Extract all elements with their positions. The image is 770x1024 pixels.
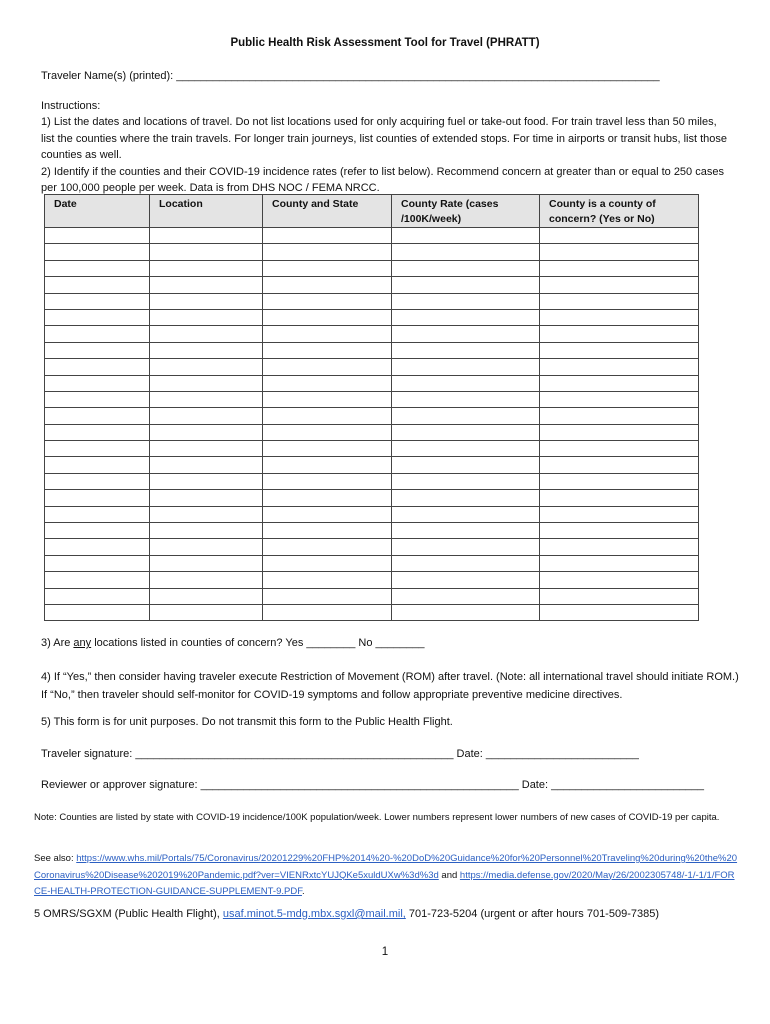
county-rate-cell[interactable] <box>392 572 540 588</box>
county-state-cell[interactable] <box>263 309 392 325</box>
date-cell[interactable] <box>45 588 150 604</box>
concern-cell[interactable] <box>540 391 699 407</box>
location-cell[interactable] <box>150 588 263 604</box>
counties-note: Note: Counties are listed by state with COVID-19 incidence/100K population/week. Lower numbers represent lower numbers of new cases of COVID-19 per capita. <box>34 812 720 823</box>
location-cell[interactable] <box>150 473 263 489</box>
county-rate-cell[interactable] <box>392 342 540 358</box>
date-cell[interactable] <box>45 523 150 539</box>
county-state-cell[interactable] <box>263 457 392 473</box>
location-cell[interactable] <box>150 244 263 260</box>
county-state-cell[interactable] <box>263 588 392 604</box>
concern-cell[interactable] <box>540 588 699 604</box>
table-row <box>45 359 699 375</box>
county-state-cell[interactable] <box>263 375 392 391</box>
location-cell[interactable] <box>150 555 263 571</box>
concern-cell[interactable] <box>540 359 699 375</box>
location-cell[interactable] <box>150 260 263 276</box>
date-cell[interactable] <box>45 457 150 473</box>
location-cell[interactable] <box>150 457 263 473</box>
contact-phone: 701-723-5204 (urgent or after hours 701-509-7385) <box>405 908 659 920</box>
concern-cell[interactable] <box>540 539 699 555</box>
traveler-name-line[interactable]: Traveler Name(s) (printed): _______________________________________________________________________________ <box>41 70 660 82</box>
table-row <box>45 473 699 489</box>
table-row <box>45 555 699 571</box>
instruction-step-2: 2) Identify if the counties and their COVID-19 incidence rates (refer to list below). Recommend concern at greater than or equal to 250 cases per 100,000 people per week. Data is from DHS NOC / FEMA NRCC. <box>41 165 724 195</box>
county-rate-cell[interactable] <box>392 490 540 506</box>
table-row <box>45 408 699 424</box>
traveler-signature-line[interactable]: Traveler signature: ____________________________________________________ Date: _________________________ <box>41 748 639 760</box>
date-cell[interactable] <box>45 326 150 342</box>
dod-guidance-link[interactable]: https://www.whs.mil/Portals/75/Coronavirus/20201229%20FHP%2014%20-%20DoD%20Guidance%20for%20Personnel%20Traveling%20during%20the%20Coronavirus%20Disease%202019%20Pandemic.pdf?ver=VIENRxtcYUJQKe5xuldUXw%3d%3d <box>34 853 738 881</box>
question-5: 5) This form is for unit purposes. Do not transmit this form to the Public Health Flight. <box>41 716 453 728</box>
county-state-cell[interactable] <box>263 555 392 571</box>
date-cell[interactable] <box>45 539 150 555</box>
concern-cell[interactable] <box>540 473 699 489</box>
county-state-cell[interactable] <box>263 490 392 506</box>
county-rate-cell[interactable] <box>392 441 540 457</box>
table-row <box>45 539 699 555</box>
contact-prefix: 5 OMRS/SGXM (Public Health Flight), <box>34 908 223 920</box>
county-state-cell[interactable] <box>263 277 392 293</box>
date-cell[interactable] <box>45 309 150 325</box>
county-rate-cell[interactable] <box>392 408 540 424</box>
county-state-cell[interactable] <box>263 244 392 260</box>
concern-cell[interactable] <box>540 293 699 309</box>
concern-cell[interactable] <box>540 523 699 539</box>
concern-cell[interactable] <box>540 309 699 325</box>
county-rate-cell[interactable] <box>392 391 540 407</box>
date-cell[interactable] <box>45 604 150 620</box>
date-cell[interactable] <box>45 473 150 489</box>
date-cell[interactable] <box>45 277 150 293</box>
date-cell[interactable] <box>45 375 150 391</box>
county-rate-cell[interactable] <box>392 539 540 555</box>
county-state-cell[interactable] <box>263 408 392 424</box>
location-cell[interactable] <box>150 506 263 522</box>
table-row <box>45 391 699 407</box>
county-rate-cell[interactable] <box>392 424 540 440</box>
table-row <box>45 604 699 620</box>
contact-email-link[interactable]: usaf.minot.5-mdg.mbx.sgxl@mail.mil, <box>222 908 406 920</box>
location-cell[interactable] <box>150 309 263 325</box>
table-body <box>45 228 699 621</box>
q3-emphasis: any <box>73 637 92 649</box>
location-cell[interactable] <box>150 490 263 506</box>
county-rate-cell[interactable] <box>392 359 540 375</box>
concern-cell[interactable] <box>540 424 699 440</box>
county-state-cell[interactable] <box>263 293 392 309</box>
concern-cell[interactable] <box>540 342 699 358</box>
table-row <box>45 506 699 522</box>
location-cell[interactable] <box>150 408 263 424</box>
date-cell[interactable] <box>45 506 150 522</box>
table-row <box>45 424 699 440</box>
concern-cell[interactable] <box>540 457 699 473</box>
concern-cell[interactable] <box>540 277 699 293</box>
table-row <box>45 228 699 244</box>
date-cell[interactable] <box>45 244 150 260</box>
table-row <box>45 441 699 457</box>
reviewer-signature-line[interactable]: Reviewer or approver signature: ____________________________________________________ Date: _________________________ <box>41 779 705 791</box>
location-cell[interactable] <box>150 293 263 309</box>
concern-cell[interactable] <box>540 244 699 260</box>
question-4: 4) If “Yes,” then consider having traveler execute Restriction of Movement (ROM) after travel. (Note: all international travel should initiate ROM.) If “No,” then traveler should self-monitor for COVID-19 symptoms and follow appropriate preventive medicine directives. <box>41 671 739 701</box>
county-state-cell[interactable] <box>263 473 392 489</box>
county-state-cell[interactable] <box>263 326 392 342</box>
see-also-end: . <box>301 886 305 897</box>
table-row <box>45 375 699 391</box>
county-state-cell[interactable] <box>263 260 392 276</box>
county-state-cell[interactable] <box>263 506 392 522</box>
county-state-cell[interactable] <box>263 441 392 457</box>
concern-cell[interactable] <box>540 490 699 506</box>
county-rate-cell[interactable] <box>392 523 540 539</box>
table-row <box>45 523 699 539</box>
date-cell[interactable] <box>45 441 150 457</box>
header-county-rate: County Rate (cases /100K/week) <box>392 195 540 228</box>
location-cell[interactable] <box>150 441 263 457</box>
location-cell[interactable] <box>150 375 263 391</box>
date-cell[interactable] <box>45 490 150 506</box>
table-row <box>45 588 699 604</box>
county-rate-cell[interactable] <box>392 555 540 571</box>
header-county-of-concern: County is a county of concern? (Yes or No) <box>540 195 699 228</box>
county-rate-cell[interactable] <box>392 375 540 391</box>
county-rate-cell[interactable] <box>392 588 540 604</box>
county-rate-cell[interactable] <box>392 260 540 276</box>
q3-prefix: 3) Are <box>41 637 74 649</box>
date-cell[interactable] <box>45 555 150 571</box>
date-cell[interactable] <box>45 572 150 588</box>
location-cell[interactable] <box>150 572 263 588</box>
table-row <box>45 457 699 473</box>
county-state-cell[interactable] <box>263 424 392 440</box>
question-3[interactable] <box>41 637 424 649</box>
instructions-heading: Instructions: <box>41 100 101 112</box>
concern-cell[interactable] <box>540 375 699 391</box>
table-row <box>45 309 699 325</box>
location-cell[interactable] <box>150 523 263 539</box>
location-cell[interactable] <box>150 424 263 440</box>
date-cell[interactable] <box>45 342 150 358</box>
table-row <box>45 244 699 260</box>
location-cell[interactable] <box>150 228 263 244</box>
concern-cell[interactable] <box>540 408 699 424</box>
county-state-cell[interactable] <box>263 572 392 588</box>
instructions <box>41 98 731 196</box>
table-row <box>45 293 699 309</box>
concern-cell[interactable] <box>540 228 699 244</box>
concern-cell[interactable] <box>540 260 699 276</box>
date-cell[interactable] <box>45 424 150 440</box>
concern-cell[interactable] <box>540 604 699 620</box>
location-cell[interactable] <box>150 359 263 375</box>
county-state-cell[interactable] <box>263 523 392 539</box>
date-cell[interactable] <box>45 228 150 244</box>
concern-cell[interactable] <box>540 441 699 457</box>
county-state-cell[interactable] <box>263 391 392 407</box>
location-cell[interactable] <box>150 539 263 555</box>
table-row <box>45 326 699 342</box>
concern-cell[interactable] <box>540 326 699 342</box>
county-state-cell[interactable] <box>263 539 392 555</box>
table-row <box>45 490 699 506</box>
concern-cell[interactable] <box>540 572 699 588</box>
county-state-cell[interactable] <box>263 604 392 620</box>
date-cell[interactable] <box>45 359 150 375</box>
county-state-cell[interactable] <box>263 359 392 375</box>
table-header-row <box>45 195 699 228</box>
date-cell[interactable] <box>45 391 150 407</box>
county-rate-cell[interactable] <box>392 244 540 260</box>
q3-suffix: locations listed in counties of concern? Yes ________ No ________ <box>91 637 425 649</box>
see-also <box>34 851 740 901</box>
concern-cell[interactable] <box>540 506 699 522</box>
table-row <box>45 572 699 588</box>
contact-line <box>34 908 659 920</box>
instruction-step-1: 1) List the dates and locations of travel. Do not list locations used for only acquiring fuel or take-out food. For train travel less than 50 miles, list the counties where the train travels. For longer train journeys, list counties of extended stops. For time in airports or transit hubs, list those counties as well. <box>41 116 727 162</box>
county-state-cell[interactable] <box>263 228 392 244</box>
county-rate-cell[interactable] <box>392 228 540 244</box>
county-rate-cell[interactable] <box>392 604 540 620</box>
header-location: Location <box>150 195 263 228</box>
county-rate-cell[interactable] <box>392 309 540 325</box>
header-county-state: County and State <box>263 195 392 228</box>
date-cell[interactable] <box>45 260 150 276</box>
county-rate-cell[interactable] <box>392 277 540 293</box>
table-row <box>45 260 699 276</box>
county-rate-cell[interactable] <box>392 326 540 342</box>
county-rate-cell[interactable] <box>392 473 540 489</box>
location-cell[interactable] <box>150 342 263 358</box>
see-also-and: and <box>438 869 460 881</box>
header-date: Date <box>45 195 150 228</box>
county-state-cell[interactable] <box>263 342 392 358</box>
location-cell[interactable] <box>150 277 263 293</box>
travel-log-table <box>44 194 699 621</box>
location-cell[interactable] <box>150 326 263 342</box>
form-title: Public Health Risk Assessment Tool for Travel (PHRATT) <box>230 37 540 49</box>
page-number: 1 <box>381 946 389 958</box>
date-cell[interactable] <box>45 293 150 309</box>
location-cell[interactable] <box>150 604 263 620</box>
location-cell[interactable] <box>150 391 263 407</box>
table-row <box>45 342 699 358</box>
county-rate-cell[interactable] <box>392 293 540 309</box>
date-cell[interactable] <box>45 408 150 424</box>
see-also-label: See also: <box>34 853 77 864</box>
fhp-supplement-link[interactable]: https://media.defense.gov/2020/May/26/2002305748/-1/-1/1/FORCE-HEALTH-PROTECTION-GUIDANCE-SUPPLEMENT-9.PDF <box>34 869 735 897</box>
table-row <box>45 277 699 293</box>
county-rate-cell[interactable] <box>392 457 540 473</box>
concern-cell[interactable] <box>540 555 699 571</box>
county-rate-cell[interactable] <box>392 506 540 522</box>
